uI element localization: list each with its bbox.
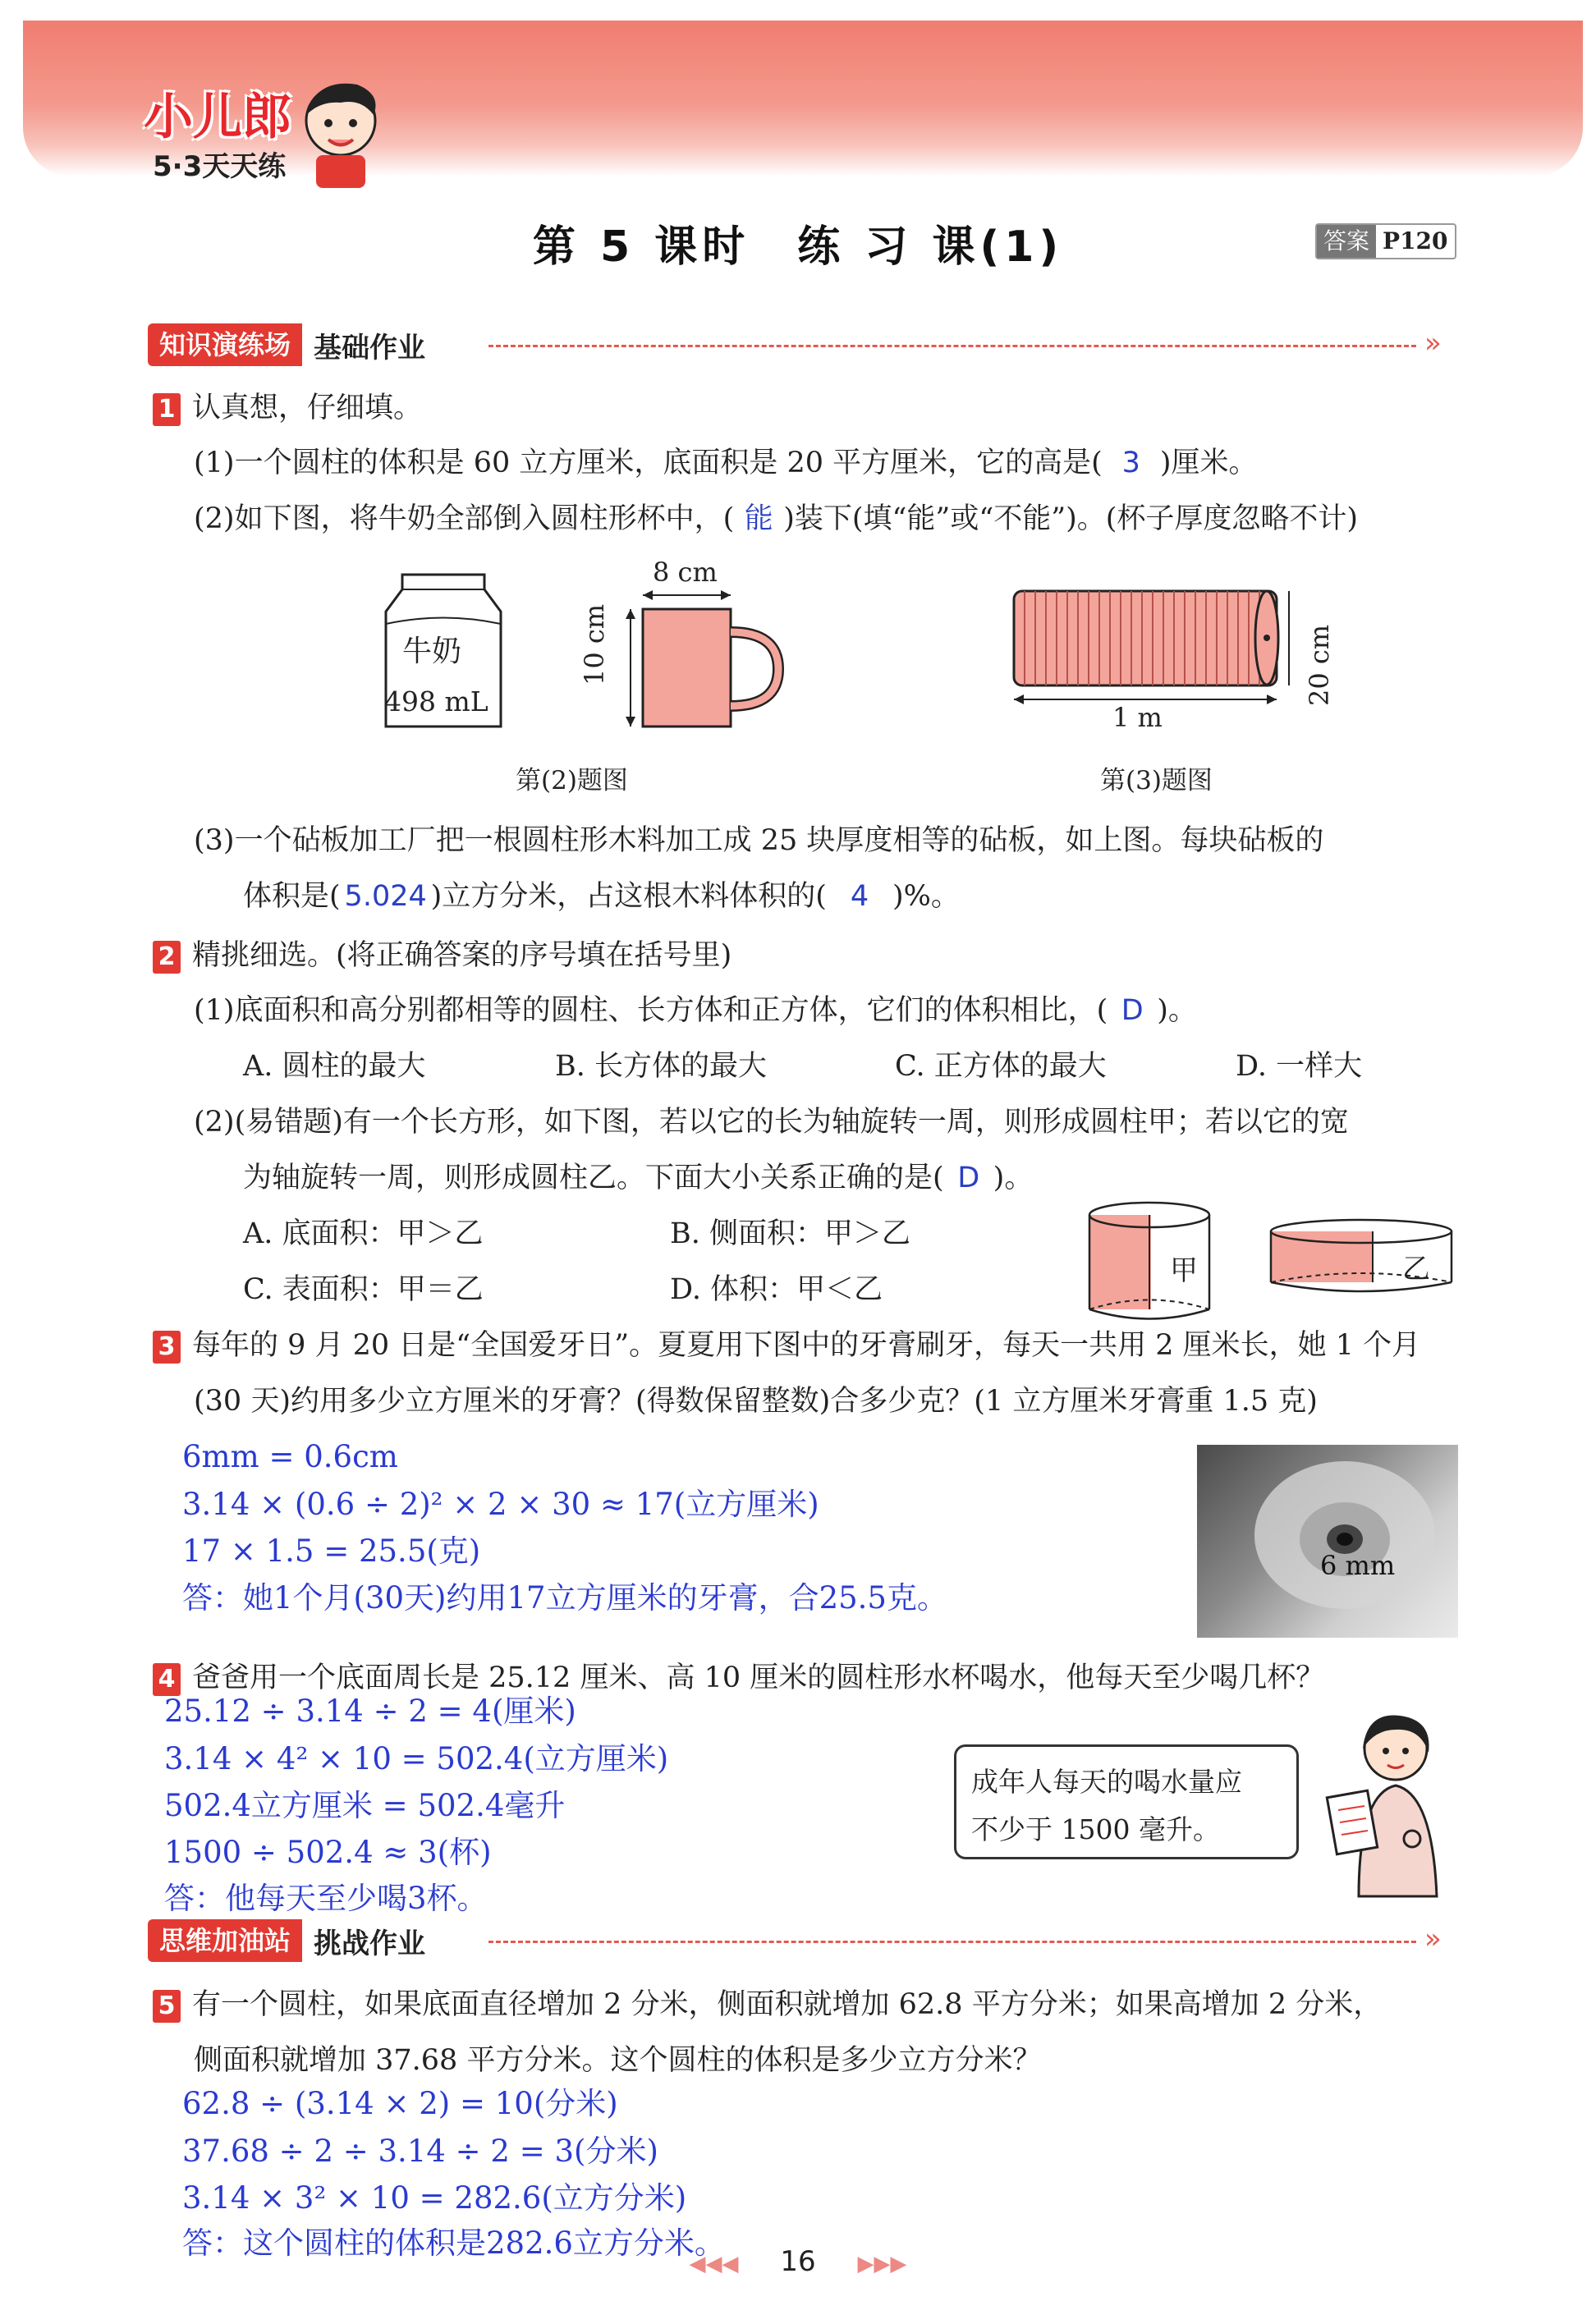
- brand-logo: 小儿郎: [144, 89, 291, 146]
- milk-label: 牛奶: [402, 635, 462, 668]
- q1-part1-answer[interactable]: 3: [1121, 447, 1140, 479]
- q2-option-c[interactable]: C. 正方体的最大: [895, 1050, 1107, 1083]
- section-basic-header: [148, 323, 437, 366]
- cup-height-label: 10 cm: [579, 603, 610, 685]
- prev-arrows-icon: ◀◀◀: [689, 2252, 739, 2276]
- q2-part2-option-a[interactable]: A. 底面积：甲＞乙: [243, 1217, 484, 1250]
- bubble-line2: 不少于 1500 毫升。: [971, 1813, 1220, 1845]
- cylinder-yi-label: 乙: [1402, 1253, 1430, 1286]
- next-arrows-icon: ▶▶▶: [857, 2252, 907, 2276]
- section-tag: 思维加油站: [148, 1919, 302, 1962]
- log-length-label: 1 m: [1112, 702, 1163, 733]
- q1-stem: 1 认真想，仔细填。: [153, 390, 422, 426]
- q1-part3-answer-volume[interactable]: 5.024: [344, 880, 427, 913]
- q2-part1-answer[interactable]: D: [1121, 994, 1144, 1027]
- q1-part3-line2: 体积是( 5.024 )立方分米，占这根木料体积的( 4 )%。: [243, 880, 960, 913]
- fig3-caption: 第(3)题图: [1100, 766, 1213, 795]
- q2-stem: 2 精挑细选。(将正确答案的序号填在括号里): [153, 937, 732, 974]
- q5-stem-line1: 5 有一个圆柱，如果底面直径增加 2 分米，侧面积就增加 62.8 平方分米；如果高增加 2 分米，: [153, 1987, 1382, 2023]
- answer-label: 答案: [1317, 225, 1376, 258]
- section-challenge-header: [148, 1919, 437, 1962]
- section-tag: 知识演练场: [148, 323, 302, 366]
- toothpaste-photo: [1197, 1445, 1458, 1638]
- cylinder-jia-label: 甲: [1170, 1254, 1198, 1287]
- q4-work-line1: 25.12 ÷ 3.14 ÷ 2 = 4(厘米): [164, 1694, 576, 1729]
- question-number: 4: [153, 1663, 181, 1696]
- q4-work-line3: 502.4立方厘米 = 502.4毫升: [164, 1788, 566, 1823]
- q2-part1: (1)底面积和高分别都相等的圆柱、长方体和正方体，它们的体积相比，( D )。: [194, 994, 1197, 1027]
- cylinder-jia-figure: [1084, 1199, 1223, 1322]
- q1-part3-line1: (3)一个砧板加工厂把一根圆柱形木料加工成 25 块厚度相等的砧板，如上图。每块砧板的: [194, 824, 1324, 857]
- q3-work-line1: 6mm = 0.6cm: [182, 1439, 398, 1474]
- section-divider: [488, 345, 1416, 347]
- q5-work-line2: 37.68 ÷ 2 ÷ 3.14 ÷ 2 = 3(分米): [182, 2134, 658, 2169]
- log-diameter-label: 20 cm: [1304, 624, 1335, 706]
- section-divider: [488, 1941, 1416, 1943]
- q1-part2-answer[interactable]: 能: [744, 502, 773, 535]
- q1-part1: (1)一个圆柱的体积是 60 立方厘米，底面积是 20 平方厘米，它的高是( 3 )厘米。: [194, 447, 1258, 479]
- chevron-right-icon: »: [1424, 1923, 1442, 1955]
- brand-subtitle: 5·3天天练: [153, 150, 287, 183]
- question-number: 1: [153, 393, 181, 426]
- fig2-caption: 第(2)题图: [516, 766, 628, 795]
- q5-stem-line2: 侧面积就增加 37.68 平方分米。这个圆柱的体积是多少立方分米？: [194, 2044, 1042, 2077]
- q2-option-b[interactable]: B. 长方体的最大: [555, 1050, 767, 1083]
- q5-work-line3: 3.14 × 3² × 10 = 282.6(立方分米): [182, 2180, 687, 2216]
- q1-part2: (2)如下图，将牛奶全部倒入圆柱形杯中，( 能 )装下(填“能”或“不能”)。(杯子厚度忽略不计): [194, 502, 1359, 535]
- mascot-boy-icon: [291, 70, 390, 193]
- cylinder-yi-figure: [1264, 1215, 1461, 1305]
- q5-answer: 答：这个圆柱的体积是282.6立方分米。: [182, 2225, 725, 2261]
- q2-part2-option-d[interactable]: D. 体积：甲＜乙: [670, 1273, 883, 1306]
- q3-work-line3: 17 × 1.5 = 25.5(克): [182, 1533, 481, 1569]
- q2-option-a[interactable]: A. 圆柱的最大: [243, 1050, 426, 1083]
- q4-work-line2: 3.14 × 4² × 10 = 502.4(立方厘米): [164, 1741, 669, 1776]
- q2-part2-answer[interactable]: D: [957, 1162, 980, 1194]
- q2-part2-line2: 为轴旋转一周，则形成圆柱乙。下面大小关系正确的是( D )。: [243, 1162, 1034, 1194]
- page-title: 第 5 课时 练 习 课(1): [532, 222, 1064, 272]
- q3-answer: 答：她1个月(30天)约用17立方厘米的牙膏，合25.5克。: [182, 1580, 947, 1616]
- q3-work-line2: 3.14 × (0.6 ÷ 2)² × 2 × 30 ≈ 17(立方厘米): [182, 1487, 819, 1522]
- doctor-character-icon: [1314, 1703, 1461, 1900]
- q4-answer: 答：他每天至少喝3杯。: [164, 1881, 488, 1916]
- q3-stem-line1: 3 每年的 9 月 20 日是“全国爱牙日”。夏夏用下图中的牙膏刷牙，每天一共用 2 厘米长，她 1 个月: [153, 1327, 1420, 1364]
- question-number: 2: [153, 941, 181, 974]
- milk-volume: 498 mL: [384, 685, 488, 717]
- bubble-line1: 成年人每天的喝水量应: [971, 1766, 1242, 1798]
- page-number-footer: [0, 2245, 1596, 2278]
- page-number: 16: [780, 2245, 816, 2278]
- q2-part2-option-c[interactable]: C. 表面积：甲＝乙: [243, 1273, 484, 1306]
- question-number: 3: [153, 1331, 181, 1364]
- q4-work-line4: 1500 ÷ 502.4 ≈ 3(杯): [164, 1835, 492, 1870]
- q2-part2-option-b[interactable]: B. 侧面积：甲＞乙: [670, 1217, 910, 1250]
- log-cutting-board-figure: [1006, 575, 1334, 739]
- q2-part2-line1: (2)(易错题)有一个长方形，如下图，若以它的长为轴旋转一周，则形成圆柱甲；若以它的宽: [194, 1106, 1349, 1139]
- section-subtitle: 挑战作业: [314, 1927, 426, 1960]
- speech-bubble: [954, 1744, 1299, 1859]
- toothpaste-diameter-label: 6 mm: [1320, 1550, 1396, 1581]
- answer-reference[interactable]: [1315, 223, 1456, 259]
- section-subtitle: 基础作业: [314, 331, 426, 364]
- q5-work-line1: 62.8 ÷ (3.14 × 2) = 10(分米): [182, 2086, 618, 2121]
- chevron-right-icon: »: [1424, 327, 1442, 360]
- question-number: 5: [153, 1990, 181, 2023]
- q3-stem-line2: (30 天)约用多少立方厘米的牙膏？(得数保留整数)合多少克？(1 立方厘米牙膏重 1.5 克): [194, 1385, 1318, 1418]
- q1-part3-answer-percent[interactable]: 4: [850, 880, 869, 913]
- q4-stem: 4 爸爸用一个底面周长是 25.12 厘米、高 10 厘米的圆柱形水杯喝水，他每天至少喝几杯？: [153, 1660, 1324, 1696]
- q2-option-d[interactable]: D. 一样大: [1236, 1050, 1363, 1083]
- answer-page: P120: [1383, 227, 1448, 254]
- cup-width-label: 8 cm: [653, 557, 718, 588]
